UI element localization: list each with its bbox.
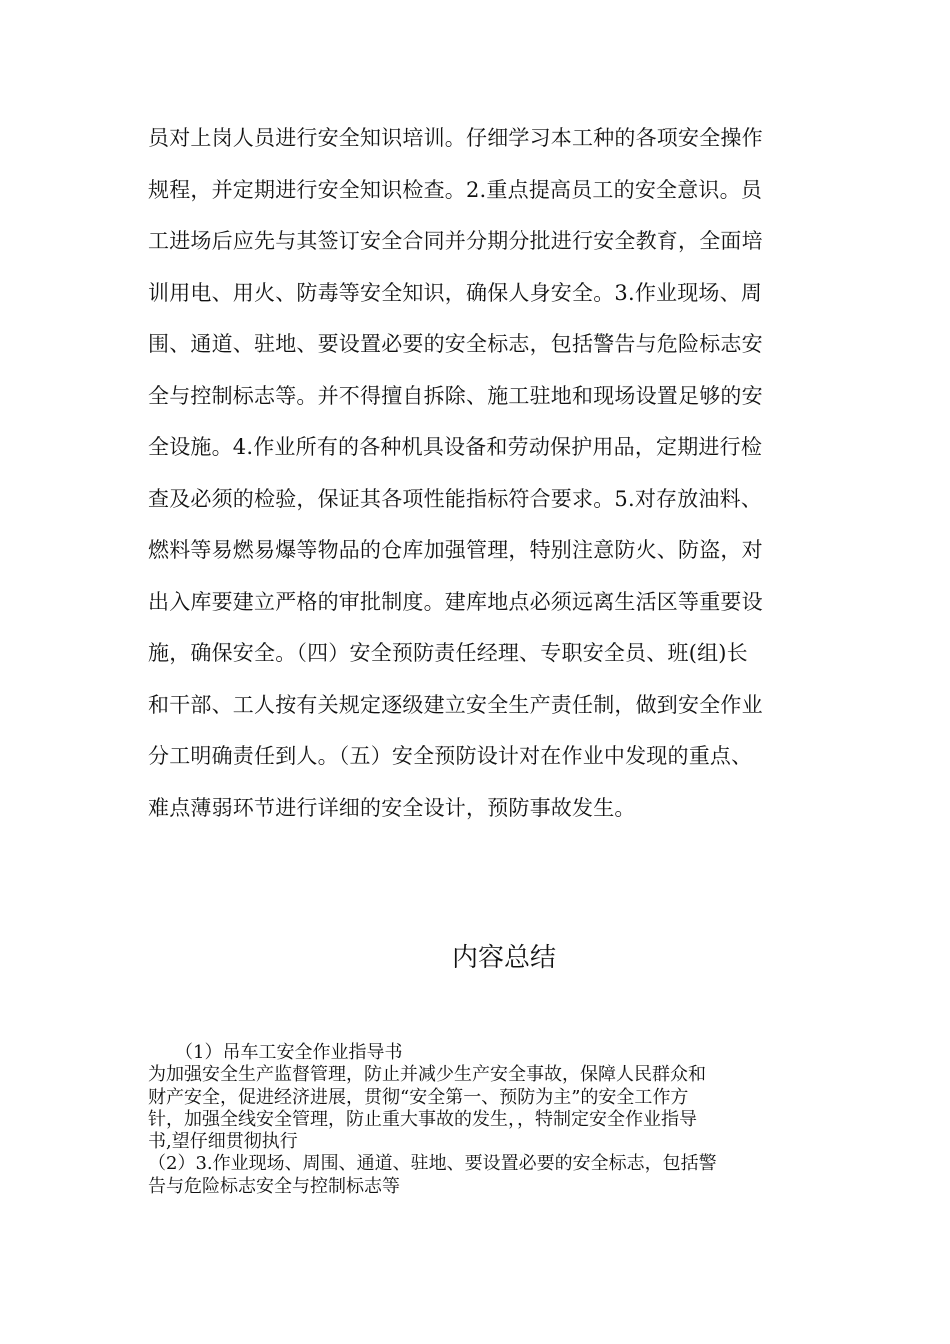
body-line: 燃料等易燃易爆等物品的仓库加强管理，特别注意防火、防盗，对 bbox=[148, 538, 763, 562]
body-line: 规程，并定期进行安全知识检查。2.重点提高员工的安全意识。员 bbox=[148, 177, 763, 202]
summary-line: 财产安全，促进经济进展，贯彻“安全第一、预防为主”的安全工作方 bbox=[148, 1086, 689, 1108]
summary-line: 针，加强全线安全管理，防止重大事故的发生，，特制定安全作业指导 bbox=[148, 1108, 697, 1130]
body-line: 工进场后应先与其签订安全合同并分期分批进行安全教育，全面培 bbox=[148, 229, 763, 253]
summary-line: 为加强安全生产监督管理，防止并减少生产安全事故，保障人民群众和 bbox=[148, 1064, 706, 1086]
body-line: 员对上岗人员进行安全知识培训。仔细学习本工种的各项安全操作 bbox=[148, 126, 763, 150]
body-paragraph bbox=[148, 113, 800, 834]
body-line: 全设施。4.作业所有的各种机具设备和劳动保护用品，定期进行检 bbox=[148, 435, 763, 459]
body-line: 和干部、工人按有关规定逐级建立安全生产责任制，做到安全作业 bbox=[148, 692, 763, 717]
body-line: 全与控制标志等。并不得擅自拆除、施工驻地和现场设置足够的安 bbox=[148, 383, 763, 408]
summary-line: （2）3.作业现场、周围、通道、驻地、要设置必要的安全标志，包括警 bbox=[148, 1153, 717, 1175]
body-line: 出入库要建立严格的审批制度。建库地点必须远离生活区等重要设 bbox=[148, 589, 763, 614]
body-line: 查及必须的检验，保证其各项性能指标符合要求。5.对存放油料、 bbox=[148, 486, 763, 511]
summary-section bbox=[148, 1042, 808, 1198]
body-line: 训用电、用火、防毒等安全知识，确保人身安全。3.作业现场、周 bbox=[148, 280, 763, 305]
body-line: 分工明确责任到人。（五）安全预防设计对在作业中发现的重点、 bbox=[148, 744, 753, 768]
summary-line: 书,望仔细贯彻执行 bbox=[148, 1131, 298, 1153]
summary-line: 告与危险标志安全与控制标志等 bbox=[148, 1175, 400, 1197]
summary-title: 内容总结 bbox=[451, 943, 556, 973]
body-line: 围、通道、驻地、要设置必要的安全标志，包括警告与危险标志安 bbox=[148, 332, 763, 356]
body-line: 施，确保安全。（四）安全预防责任经理、专职安全员、班(组)长 bbox=[148, 641, 748, 665]
summary-line: （1）吊车工安全作业指导书 bbox=[148, 1042, 403, 1063]
body-line: 难点薄弱环节进行详细的安全设计，预防事故发生。 bbox=[148, 795, 636, 820]
